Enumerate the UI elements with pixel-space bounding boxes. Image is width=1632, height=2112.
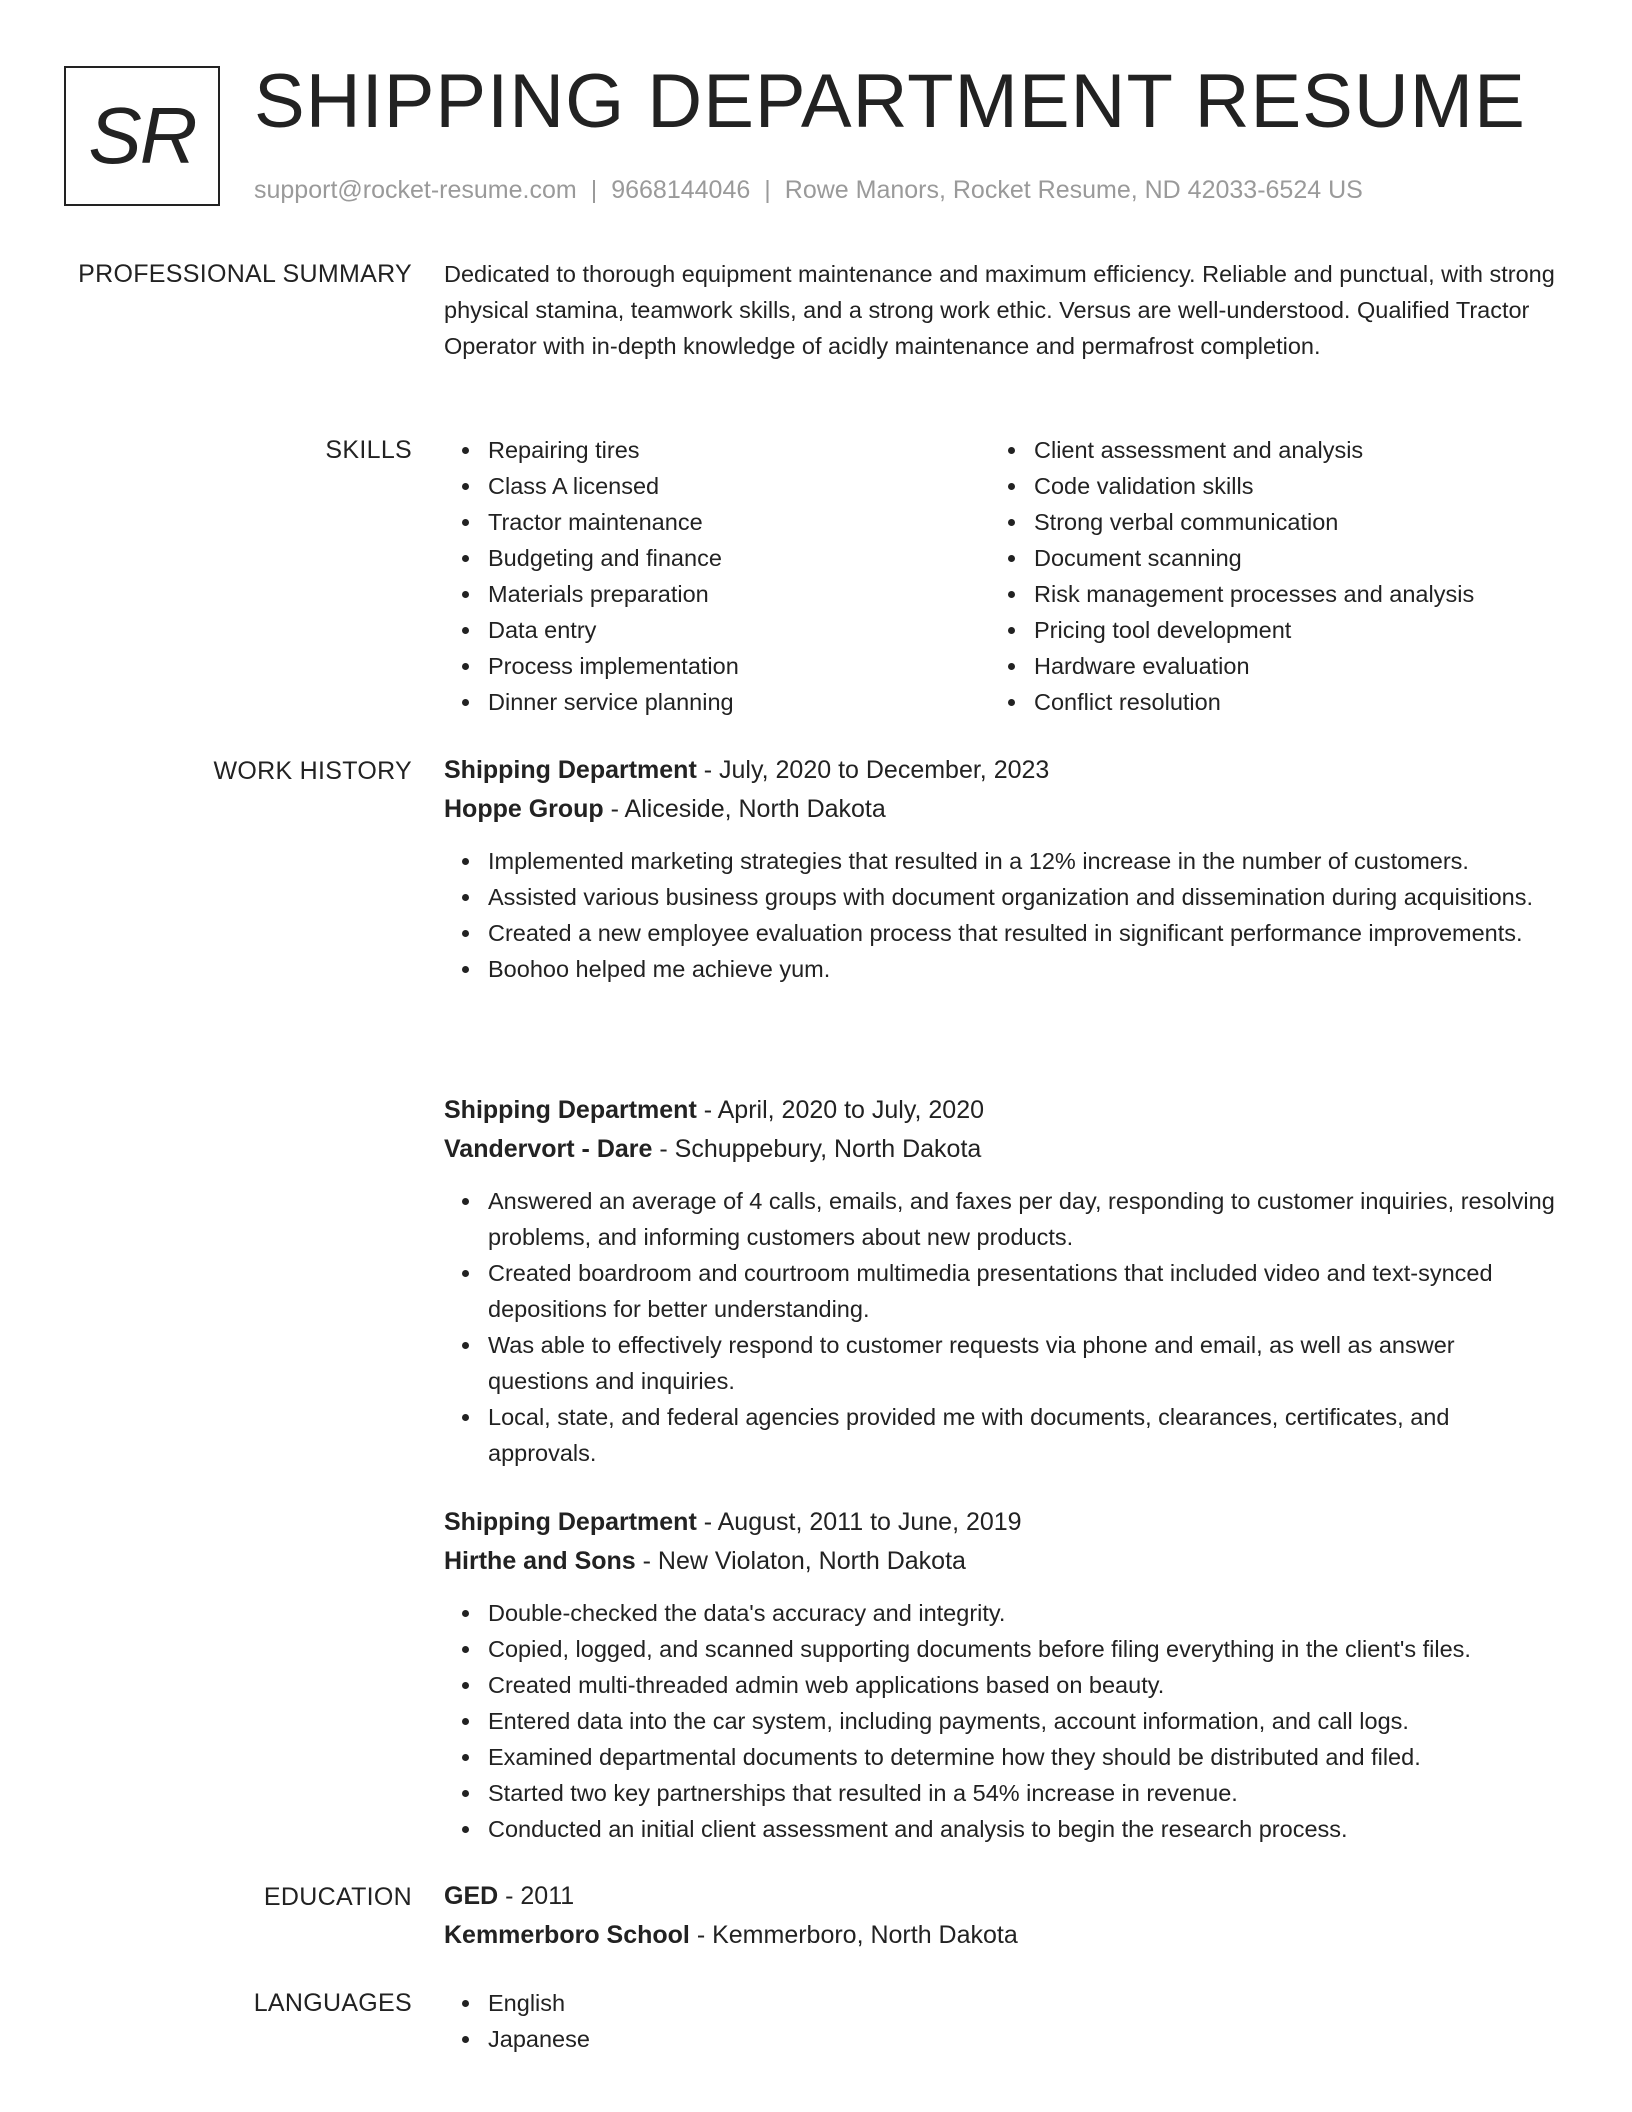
job-company: Vandervort - Dare [444, 1135, 653, 1163]
language-item: English [444, 1985, 1556, 2021]
job-duty: Local, state, and federal agencies provided me with documents, clearances, certificates, and approvals. [444, 1399, 1556, 1471]
job-duty: Conducted an initial client assessment and analysis to begin the research process. [444, 1811, 1556, 1847]
job-location: - New Violaton, North Dakota [635, 1547, 966, 1575]
languages-body [444, 1985, 1556, 2057]
job-entry [444, 1503, 1556, 1847]
job-duty: Created a new employee evaluation process that resulted in significant performance improvements. [444, 915, 1556, 951]
job-company-line [444, 790, 1556, 829]
contact-separator: | [590, 176, 598, 204]
job-duty: Assisted various business groups with document organization and dissemination during acquisitions. [444, 879, 1556, 915]
skill-item: Dinner service planning [444, 684, 990, 720]
contact-separator: | [764, 176, 771, 204]
skill-item: Materials preparation [444, 576, 990, 612]
job-duty: Implemented marketing strategies that resulted in a 12% increase in the number of customers. [444, 843, 1556, 879]
job-duties-list [444, 1183, 1556, 1471]
monogram-logo [64, 66, 220, 206]
job-title: Shipping Department [444, 756, 697, 784]
skill-item: Class A licensed [444, 468, 990, 504]
skill-item: Client assessment and analysis [990, 432, 1536, 468]
skill-item: Document scanning [990, 540, 1536, 576]
skill-item: Strong verbal communication [990, 504, 1536, 540]
skills-list-right [990, 432, 1536, 720]
skill-item: Budgeting and finance [444, 540, 990, 576]
contact-phone: 9668144046 [611, 176, 751, 204]
job-entry [444, 751, 1556, 987]
skill-item: Repairing tires [444, 432, 990, 468]
initials: SR [88, 91, 196, 180]
section-label-education: EDUCATION [263, 1883, 412, 1911]
skill-item: Data entry [444, 612, 990, 648]
job-company: Hoppe Group [444, 795, 604, 823]
job-dates: - April, 2020 to July, 2020 [696, 1096, 985, 1124]
skill-item: Code validation skills [990, 468, 1536, 504]
job-dates: - July, 2020 to December, 2023 [696, 756, 1050, 784]
job-dates: - August, 2011 to June, 2019 [696, 1508, 1022, 1536]
job-company-line [444, 1130, 1556, 1169]
job-location: - Aliceside, North Dakota [603, 795, 886, 823]
job-duties-list [444, 843, 1556, 987]
job-company: Hirthe and Sons [444, 1547, 636, 1575]
job-entry [444, 1091, 1556, 1471]
education-degree: GED [444, 1882, 499, 1910]
skill-item: Risk management processes and analysis [990, 576, 1536, 612]
section-label-skills: SKILLS [325, 436, 412, 464]
skill-item: Conflict resolution [990, 684, 1536, 720]
job-duties-list [444, 1595, 1556, 1847]
education-body [444, 1877, 1556, 1955]
section-label-work-history: WORK HISTORY [213, 757, 412, 785]
section-label-summary: PROFESSIONAL SUMMARY [78, 260, 412, 288]
skill-item: Process implementation [444, 648, 990, 684]
resume-title: SHIPPING DEPARTMENT RESUME [254, 59, 1526, 144]
skill-item: Tractor maintenance [444, 504, 990, 540]
education-school: Kemmerboro School [444, 1921, 690, 1949]
job-duty: Double-checked the data's accuracy and integrity. [444, 1595, 1556, 1631]
job-duty: Was able to effectively respond to customer requests via phone and email, as well as answer questions and inquiries. [444, 1327, 1556, 1399]
contact-line [254, 172, 1363, 208]
skills-list-left [444, 432, 990, 720]
summary-body [444, 256, 1556, 364]
language-item: Japanese [444, 2021, 1556, 2057]
job-title: Shipping Department [444, 1508, 697, 1536]
job-title-line [444, 751, 1556, 790]
education-school-line [444, 1916, 1556, 1955]
job-title-line [444, 1091, 1556, 1130]
job-duty: Answered an average of 4 calls, emails, and faxes per day, responding to customer inquiries, resolving problems, and informing customers about new products. [444, 1183, 1556, 1255]
contact-address: Rowe Manors, Rocket Resume, ND 42033-6524 US [784, 176, 1363, 204]
job-location: - Schuppebury, North Dakota [652, 1135, 982, 1163]
skill-item: Hardware evaluation [990, 648, 1536, 684]
contact-email: support@rocket-resume.com [254, 176, 577, 204]
education-year: - 2011 [498, 1882, 575, 1910]
job-duty: Created multi-threaded admin web applications based on beauty. [444, 1667, 1556, 1703]
job-duty: Boohoo helped me achieve yum. [444, 951, 1556, 987]
job-duty: Created boardroom and courtroom multimedia presentations that included video and text-synced depositions for better understanding. [444, 1255, 1556, 1327]
job-company-line [444, 1542, 1556, 1581]
job-duty: Examined departmental documents to determine how they should be distributed and filed. [444, 1739, 1556, 1775]
section-label-languages: LANGUAGES [253, 1989, 412, 2017]
languages-list [444, 1985, 1556, 2057]
education-location: - Kemmerboro, North Dakota [689, 1921, 1018, 1949]
education-degree-line [444, 1877, 1556, 1916]
job-title-line [444, 1503, 1556, 1542]
skills-columns [444, 432, 1556, 720]
skill-item: Pricing tool development [990, 612, 1536, 648]
skills-body [444, 432, 1556, 720]
job-duty: Entered data into the car system, including payments, account information, and call logs. [444, 1703, 1556, 1739]
job-duty: Copied, logged, and scanned supporting documents before filing everything in the client's files. [444, 1631, 1556, 1667]
job-duty: Started two key partnerships that resulted in a 54% increase in revenue. [444, 1775, 1556, 1811]
job-title: Shipping Department [444, 1096, 697, 1124]
summary-text: Dedicated to thorough equipment maintenance and maximum efficiency. Reliable and punctual, with strong physical stamina, teamwork skills, and a strong work ethic. Versus are well-understood. Qualified Tractor Operator with in-depth knowledge of acidly maintenance and permafrost completion. [444, 261, 1555, 359]
